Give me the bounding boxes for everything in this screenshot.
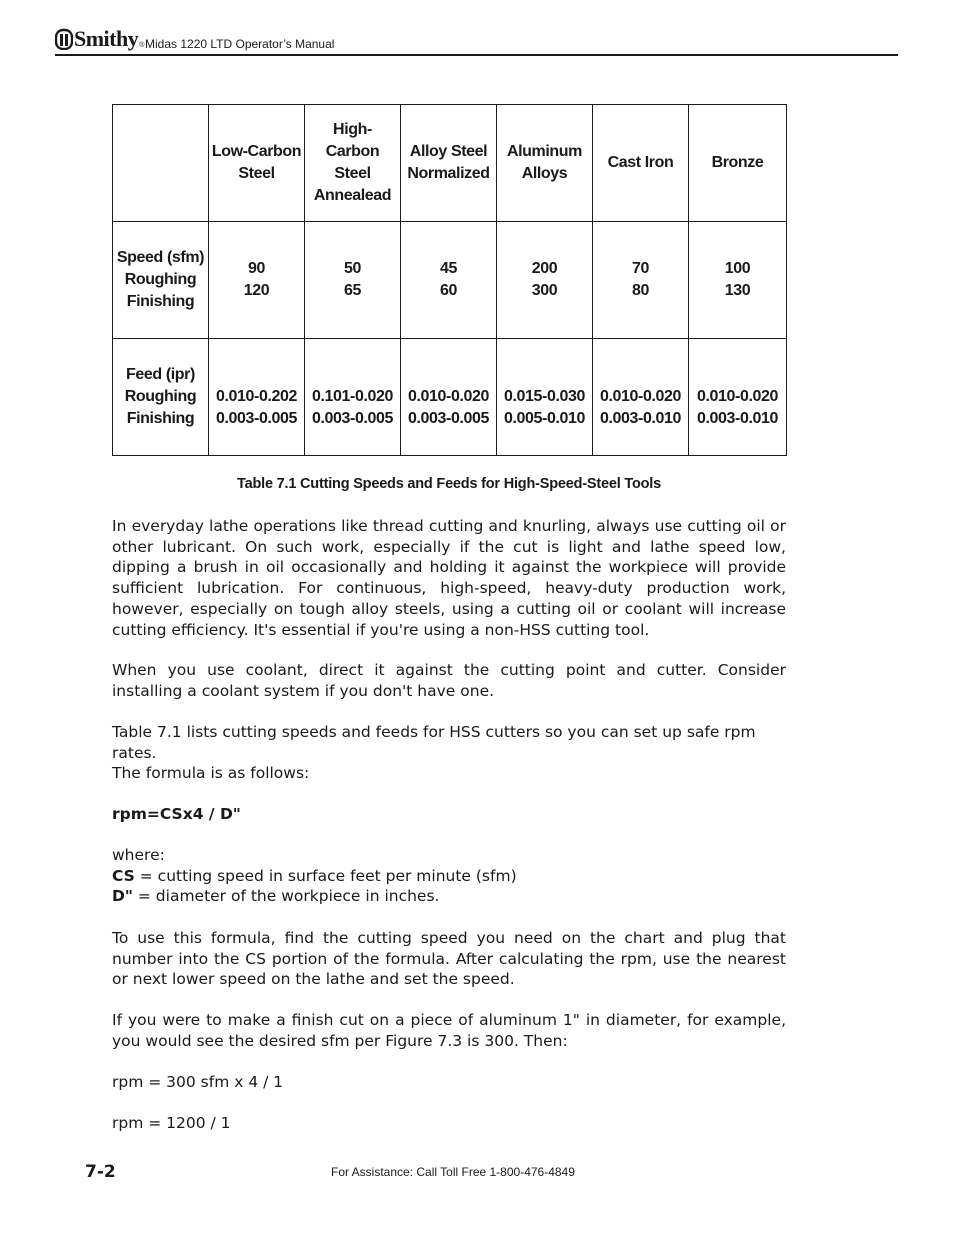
column-header: Aluminum Alloys	[497, 105, 593, 222]
table-header-row	[113, 105, 787, 222]
row-label-line: Speed (sfm)	[116, 249, 205, 266]
paragraph-table-ref: Table 7.1 lists cutting speeds and feeds for HSS cutters so you can set up safe rpm rates.	[112, 723, 756, 762]
cell-value: 130	[724, 282, 751, 299]
formula: rpm=CSx4 / D"	[112, 805, 241, 823]
cell-value: 0.010-0.020	[599, 388, 681, 405]
feed-row	[113, 339, 787, 456]
table-cell	[593, 339, 689, 456]
cell-value: 0.003-0.005	[311, 410, 393, 427]
cell-value: 45	[440, 260, 457, 277]
row-label-line: Finishing	[126, 293, 195, 310]
column-header: Bronze	[689, 105, 787, 222]
cell-value: 50	[344, 260, 361, 277]
paragraph-usage: To use this formula, find the cutting speed you need on the chart and plug that number into the CS portion of the formula. After calculating the rpm, use the nearest or next lower speed on the lathe and set the speed.	[112, 929, 786, 989]
table-cell	[305, 222, 401, 339]
definition-d	[112, 886, 786, 907]
column-header: Alloy Steel Normalized	[401, 105, 497, 222]
table-cell	[689, 222, 787, 339]
smithy-logo-icon	[55, 28, 73, 50]
row-label-feed	[113, 339, 209, 456]
row-label-line: Roughing	[124, 271, 197, 288]
cell-value: 90	[248, 260, 265, 277]
table-cell	[305, 339, 401, 456]
table-cell	[497, 339, 593, 456]
cutting-speeds-table	[112, 104, 787, 456]
cell-value: 0.003-0.010	[599, 410, 681, 427]
formula-definitions	[112, 845, 786, 907]
paragraph-coolant: When you use coolant, direct it against the cutting point and cutter. Consider installing a coolant system if you don't have one.	[112, 661, 786, 700]
table-cell	[209, 339, 305, 456]
column-header: Low-Carbon Steel	[209, 105, 305, 222]
row-label-line: Feed (ipr)	[126, 366, 195, 383]
column-header: Cast Iron	[593, 105, 689, 222]
cell-value: 60	[440, 282, 457, 299]
manual-title: Midas 1220 LTD Operator’s Manual	[145, 37, 335, 51]
cell-value: 0.101-0.020	[311, 388, 393, 405]
page-number: 7-2	[85, 1162, 116, 1182]
speed-row	[113, 222, 787, 339]
table-cell	[689, 339, 787, 456]
cell-value: 65	[344, 282, 361, 299]
cell-value: 80	[632, 282, 649, 299]
assistance-line: For Assistance: Call Toll Free 1-800-476-4849	[331, 1165, 575, 1179]
cell-value: 120	[243, 282, 270, 299]
cell-value: 0.010-0.020	[407, 388, 489, 405]
row-label-speed	[113, 222, 209, 339]
table-cell	[209, 222, 305, 339]
page-header	[55, 26, 898, 56]
cell-value: 0.005-0.010	[503, 410, 585, 427]
paragraph-formula-intro: The formula is as follows:	[112, 764, 310, 782]
cell-value: 0.010-0.020	[696, 388, 778, 405]
cell-value: 0.015-0.030	[503, 388, 585, 405]
table-cell	[593, 222, 689, 339]
paragraph-example: If you were to make a finish cut on a piece of aluminum 1" in diameter, for example, you would see the desired sfm per Figure 7.3 is 300. Then:	[112, 1011, 786, 1050]
table-cell	[401, 339, 497, 456]
cell-value: 300	[531, 282, 558, 299]
cell-value: 0.003-0.010	[696, 410, 778, 427]
definition-text: = diameter of the workpiece in inches.	[132, 887, 440, 906]
paragraph-lubrication: In everyday lathe operations like thread cutting and knurling, always use cutting oil or other lubricant. On such work, especially if the cut is light and lathe speed low, dipping a brush in oil occasionally and holding it against the workpiece will provide sufficient lubrication. For continuous, high-speed, heavy-duty production work, however, especially on tough alloy steels, using a cutting oil or coolant will increase cutting efficiency. It's essential if you're using a non-HSS cutting tool.	[112, 517, 786, 639]
cell-value: 70	[632, 260, 649, 277]
table-cell	[497, 222, 593, 339]
row-label-line: Roughing	[124, 388, 197, 405]
definition-cs	[112, 866, 786, 887]
brand-name: Smithy	[74, 26, 139, 51]
smithy-logo	[55, 26, 144, 52]
definition-text: = cutting speed in surface feet per minute (sfm)	[134, 866, 517, 885]
cell-value: 0.003-0.005	[407, 410, 489, 427]
registered-mark: ®	[139, 41, 145, 49]
cell-value: 0.010-0.202	[215, 388, 297, 405]
table-corner-cell	[113, 105, 209, 222]
table-caption: Table 7.1 Cutting Speeds and Feeds for High-Speed-Steel Tools	[237, 476, 661, 492]
calculation-line-1: rpm = 300 sfm x 4 / 1	[112, 1073, 284, 1091]
column-header: High- Carbon Steel Annealead	[305, 105, 401, 222]
cell-value: 100	[724, 260, 751, 277]
table-cell	[401, 222, 497, 339]
calculation-line-2: rpm = 1200 / 1	[112, 1114, 231, 1132]
term-cs: CS	[112, 866, 135, 885]
term-d: D"	[112, 887, 133, 906]
cell-value: 0.003-0.005	[215, 410, 297, 427]
row-label-line: Finishing	[126, 410, 195, 427]
cell-value: 200	[531, 260, 558, 277]
where-label: where:	[112, 846, 165, 864]
